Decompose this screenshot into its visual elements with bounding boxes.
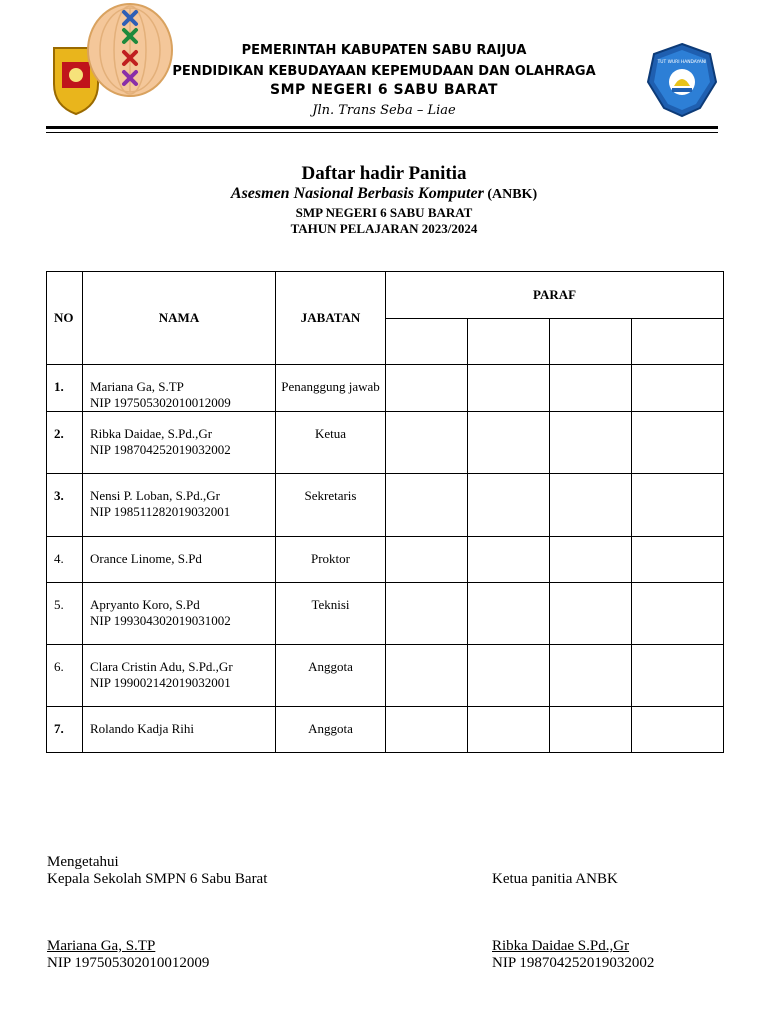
member-name: Rolando Kadja Rihi <box>90 721 194 736</box>
signature-right-name: Ribka Daidae S.Pd.,Gr <box>492 938 630 954</box>
member-role: Sekretaris <box>276 474 386 537</box>
paraf-cell <box>632 645 724 707</box>
row-number: 4. <box>47 537 83 583</box>
member-cell <box>83 707 276 753</box>
paraf-cell <box>386 474 468 537</box>
paraf-cell <box>468 412 550 474</box>
member-nip: NIP 199304302019031002 <box>90 613 231 628</box>
row-number: 1. <box>47 365 83 412</box>
header-no: NO <box>47 272 83 365</box>
member-name: Nensi P. Loban, S.Pd.,Gr <box>90 488 221 503</box>
paraf-cell <box>632 412 724 474</box>
row-number: 3. <box>47 474 83 537</box>
member-role: Anggota <box>276 645 386 707</box>
member-name: Mariana Ga, S.TP <box>90 379 184 394</box>
member-name: Ribka Daidae, S.Pd.,Gr <box>90 426 213 441</box>
row-number: 5. <box>47 583 83 645</box>
paraf-cell <box>632 365 724 412</box>
member-role: Proktor <box>276 537 386 583</box>
document-school: SMP NEGERI 6 SABU BARAT <box>295 205 473 220</box>
signature-left-block <box>47 938 209 972</box>
table-row <box>47 365 724 412</box>
member-nip: NIP 199002142019032001 <box>90 675 231 690</box>
member-cell <box>83 537 276 583</box>
letterhead-divider-thin <box>46 132 718 133</box>
paraf-cell <box>468 474 550 537</box>
signature-left-acknowledge: Mengetahui <box>47 854 119 870</box>
paraf-cell <box>468 707 550 753</box>
member-cell <box>83 412 276 474</box>
member-role: Anggota <box>276 707 386 753</box>
subtitle-italic: Asesmen Nasional Berbasis Komputer <box>230 185 484 202</box>
letterhead-divider-thick <box>46 126 718 129</box>
paraf-column-2 <box>468 319 550 365</box>
table-row <box>47 537 724 583</box>
document-year: TAHUN PELAJARAN 2023/2024 <box>290 221 478 236</box>
paraf-column-1 <box>386 319 468 365</box>
member-name: Apryanto Koro, S.Pd <box>90 597 200 612</box>
member-cell <box>83 474 276 537</box>
letterhead-government: PEMERINTAH KABUPATEN SABU RAIJUA <box>241 43 527 58</box>
paraf-cell <box>386 645 468 707</box>
paraf-column-3 <box>550 319 632 365</box>
member-nip: NIP 197505302010012009 <box>90 395 231 410</box>
paraf-cell <box>468 365 550 412</box>
paraf-cell <box>386 412 468 474</box>
member-role: Teknisi <box>276 583 386 645</box>
header-jabatan: JABATAN <box>276 272 386 365</box>
signature-left-nip: NIP 197505302010012009 <box>47 955 210 971</box>
document-subtitle <box>0 185 768 203</box>
signature-right-block <box>492 938 654 972</box>
paraf-cell <box>550 474 632 537</box>
signature-left <box>47 854 267 888</box>
svg-text:TUT WURI HANDAYANI: TUT WURI HANDAYANI <box>657 60 707 65</box>
attendance-table <box>46 271 724 753</box>
member-nip: NIP 198511282019032001 <box>90 504 231 519</box>
paraf-cell <box>632 707 724 753</box>
paraf-cell <box>468 583 550 645</box>
table-row <box>47 412 724 474</box>
paraf-cell <box>468 537 550 583</box>
signature-left-position: Kepala Sekolah SMPN 6 Sabu Barat <box>47 871 268 887</box>
row-number: 6. <box>47 645 83 707</box>
paraf-cell <box>550 412 632 474</box>
letterhead-school: SMP NEGERI 6 SABU BARAT <box>270 82 498 98</box>
paraf-cell <box>550 645 632 707</box>
member-role: Ketua <box>276 412 386 474</box>
paraf-cell <box>632 583 724 645</box>
paraf-cell <box>550 537 632 583</box>
table-row <box>47 707 724 753</box>
table-row <box>47 474 724 537</box>
row-number: 7. <box>47 707 83 753</box>
signature-right-position: Ketua panitia ANBK <box>492 871 618 887</box>
document-title: Daftar hadir Panitia <box>301 163 467 184</box>
table-row <box>47 645 724 707</box>
paraf-cell <box>550 707 632 753</box>
header-paraf: PARAF <box>386 272 724 319</box>
signature-left-name: Mariana Ga, S.TP <box>47 938 156 954</box>
paraf-cell <box>550 365 632 412</box>
paraf-cell <box>386 365 468 412</box>
paraf-column-4 <box>632 319 724 365</box>
paraf-cell <box>386 537 468 583</box>
row-number: 2. <box>47 412 83 474</box>
paraf-cell <box>632 537 724 583</box>
paraf-cell <box>386 583 468 645</box>
signature-right-nip: NIP 198704252019032002 <box>492 955 655 971</box>
table-row <box>47 583 724 645</box>
paraf-cell <box>468 645 550 707</box>
paraf-cell <box>632 474 724 537</box>
subtitle-tail: (ANBK) <box>483 187 538 202</box>
member-cell <box>83 365 276 412</box>
member-role: Penanggung jawab <box>276 365 386 412</box>
header-nama: NAMA <box>83 272 276 365</box>
member-name: Clara Cristin Adu, S.Pd.,Gr <box>90 659 233 674</box>
member-nip: NIP 198704252019032002 <box>90 442 231 457</box>
member-cell <box>83 645 276 707</box>
member-cell <box>83 583 276 645</box>
member-name: Orance Linome, S.Pd <box>90 551 202 566</box>
paraf-cell <box>386 707 468 753</box>
letterhead-address: Jln. Trans Seba – Liae <box>312 103 456 118</box>
table-header-row <box>47 272 724 319</box>
letterhead-department: PENDIDIKAN KEBUDAYAAN KEPEMUDAAN DAN OLAHRAGA <box>172 64 596 79</box>
paraf-cell <box>550 583 632 645</box>
